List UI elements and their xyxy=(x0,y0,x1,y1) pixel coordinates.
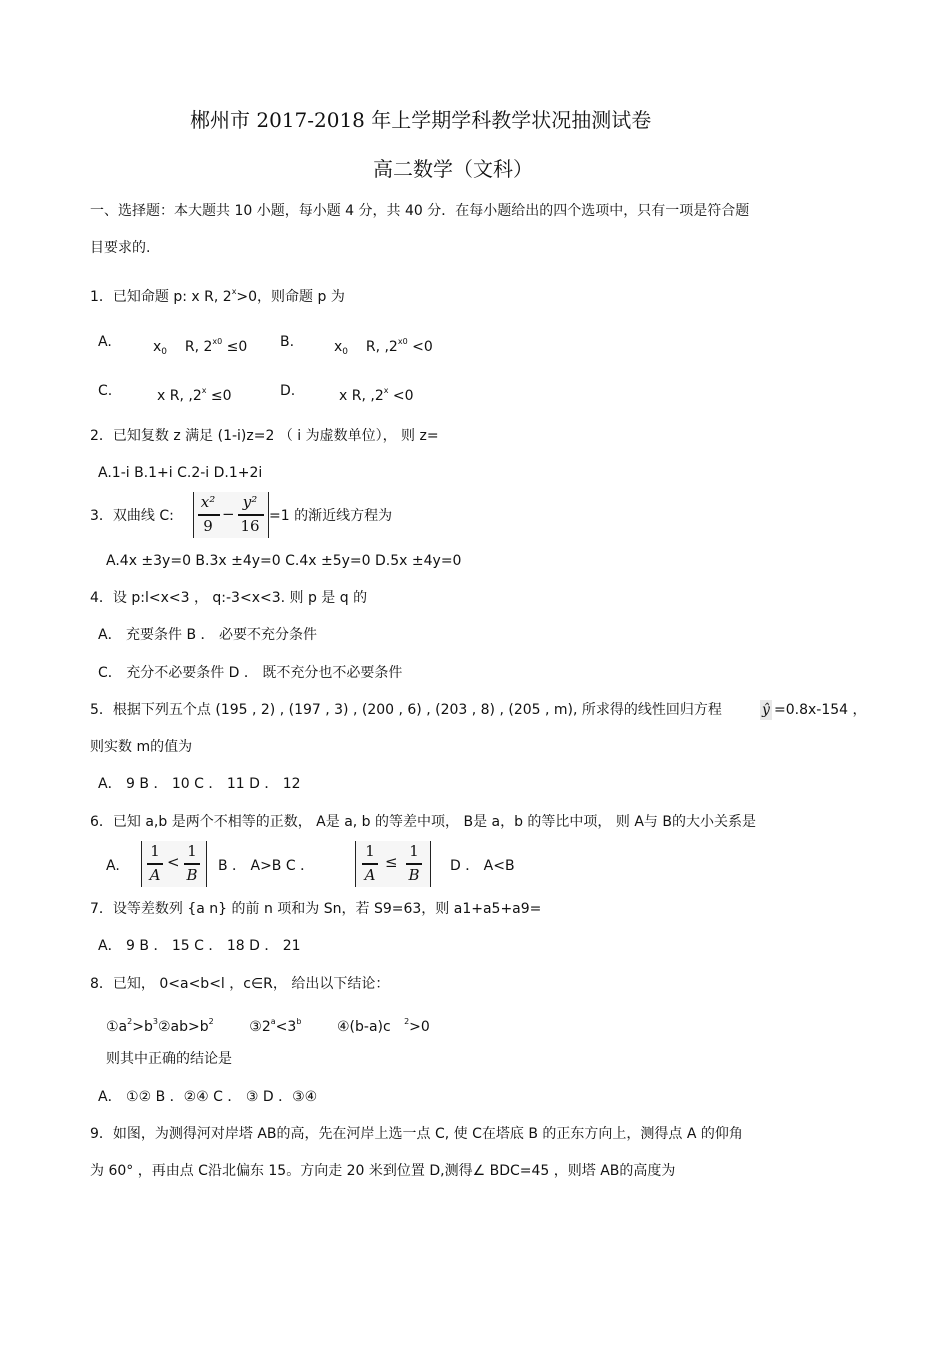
option-a-frac2-bar xyxy=(184,863,200,865)
option-a-frac1-bar xyxy=(147,863,163,865)
question-8-stem: 8．已知， 0<a<b<l ，c∈R， 给出以下结论： xyxy=(90,976,390,992)
question-7-options: A． 9 B ． 15 C ． 18 D ． 21 xyxy=(98,938,301,954)
question-6-option-b: B ． A>B C ． xyxy=(218,858,315,874)
question-4-stem: 4．设 p:l<x<3 ， q:-3<x<3. 则 p 是 q 的 xyxy=(90,590,368,606)
question-1-option-b-label: B. xyxy=(280,334,295,350)
section-instruction-line1: 一、选择题：本大题共 10 小题，每小题 4 分，共 40 分．在每小题给出的四个选项中，只有一项是符合题 xyxy=(90,203,750,219)
fraction-2-numerator: y² xyxy=(242,493,258,511)
fraction-1-numerator: x² xyxy=(200,493,216,511)
question-8-conclusions: $①a^2>b^3②ab>b^2$ $③2^a<3^b$ ④(b-a)c $^2$>0 xyxy=(106,1017,430,1035)
question-9-line2: 为 60° ，再由点 C沿北偏东 15。方向走 20 米到位置 D,测得∠ BDC=45 ，则塔 AB的高度为 xyxy=(90,1163,676,1179)
option-a-frac1-den: A xyxy=(149,866,161,884)
option-c-operator: ≤ xyxy=(385,853,398,871)
question-2-options: A.1-i B.1+i C.2-i D.1+2i xyxy=(98,465,263,481)
option-c-frac2-bar xyxy=(406,863,422,865)
option-c-frac2-den: B xyxy=(408,866,420,884)
option-c-frac2-num: 1 xyxy=(409,842,419,860)
question-1-option-a: $x_0$ R, $2^{x0} \le 0$ xyxy=(153,337,248,357)
minus-sign: − xyxy=(222,505,235,523)
question-3-stem-b: =1 的渐近线方程为 xyxy=(269,508,393,524)
y-hat-symbol: ŷ xyxy=(760,700,772,720)
fraction-1-bar xyxy=(198,514,220,516)
question-3-options: A.4x ±3y=0 B.3x ±4y=0 C.4x ±5y=0 D.5x ±4y=0 xyxy=(106,553,462,569)
question-1-option-d-label: D. xyxy=(280,383,296,399)
exam-subtitle: 高二数学（文科） xyxy=(373,157,533,181)
question-8-options: A． ①② B ．②④ C ． ③ D ．③④ xyxy=(98,1089,318,1105)
question-1-option-c-label: C. xyxy=(98,383,113,399)
exam-title: 郴州市 2017-2018 年上学期学科教学状况抽测试卷 xyxy=(190,108,652,132)
question-4-options-ab: A． 充要条件 B ． 必要不充分条件 xyxy=(98,627,317,643)
question-5-stem-b: =0.8x-154 ， xyxy=(774,702,867,718)
option-a-frac2-num: 1 xyxy=(187,842,197,860)
option-a-frac1-num: 1 xyxy=(150,842,160,860)
option-c-frac1-den: A xyxy=(364,866,376,884)
question-6-option-d: D ． A<B xyxy=(450,858,515,874)
question-1-option-c: x R, $,2^x \le 0$ xyxy=(157,386,232,404)
question-5-stem-a: 5．根据下列五个点 (195 , 2) , (197 , 3) , (200 , 6) , (203 , 8) , (205 , m), 所求得的线性回归方程 xyxy=(90,702,722,718)
option-a-frac2-den: B xyxy=(186,866,198,884)
question-2-stem: 2．已知复数 z 满足 (1-i)z=2 （ i 为虚数单位）， 则 z= xyxy=(90,428,439,444)
question-3-stem-a: 3．双曲线 C: xyxy=(90,508,174,524)
fraction-1-denominator: 9 xyxy=(203,517,213,535)
question-6-stem: 6．已知 a,b 是两个不相等的正数， A是 a, b 的等差中项， B是 a，b 的等比中项， 则 A与 B的大小关系是 xyxy=(90,814,756,830)
question-1-stem: 1．已知命题 p: x R, $2^x>0$，则命题 p 为 xyxy=(90,287,345,305)
question-1-option-b: $x_0$ R, $,2^{x0} <0$ xyxy=(334,337,433,357)
option-a-operator: < xyxy=(167,853,180,871)
fraction-2-bar xyxy=(238,514,264,516)
option-c-frac1-bar xyxy=(362,863,378,865)
question-5-options: A． 9 B ． 10 C ． 11 D ． 12 xyxy=(98,776,301,792)
question-1-option-a-label: A. xyxy=(98,334,112,350)
question-5-line2: 则实数 m的值为 xyxy=(90,739,193,755)
question-4-options-cd: C． 充分不必要条件 D ． 既不充分也不必要条件 xyxy=(98,665,403,681)
option-c-frac1-num: 1 xyxy=(365,842,375,860)
question-7-stem: 7．设等差数列 {a n} 的前 n 项和为 Sn，若 S9=63，则 a1+a5+a9= xyxy=(90,901,542,917)
question-1-option-d: x R, $,2^x <0$ xyxy=(339,386,414,404)
question-8-conclusion-prompt: 则其中正确的结论是 xyxy=(106,1051,232,1067)
question-9-line1: 9．如图，为测得河对岸塔 AB的高，先在河岸上选一点 C, 使 C在塔底 B 的正东方向上，测得点 A 的仰角 xyxy=(90,1126,743,1142)
question-6-option-a-label: A. xyxy=(106,858,120,874)
section-instruction-line2: 目要求的. xyxy=(90,240,151,256)
fraction-2-denominator: 16 xyxy=(240,517,260,535)
